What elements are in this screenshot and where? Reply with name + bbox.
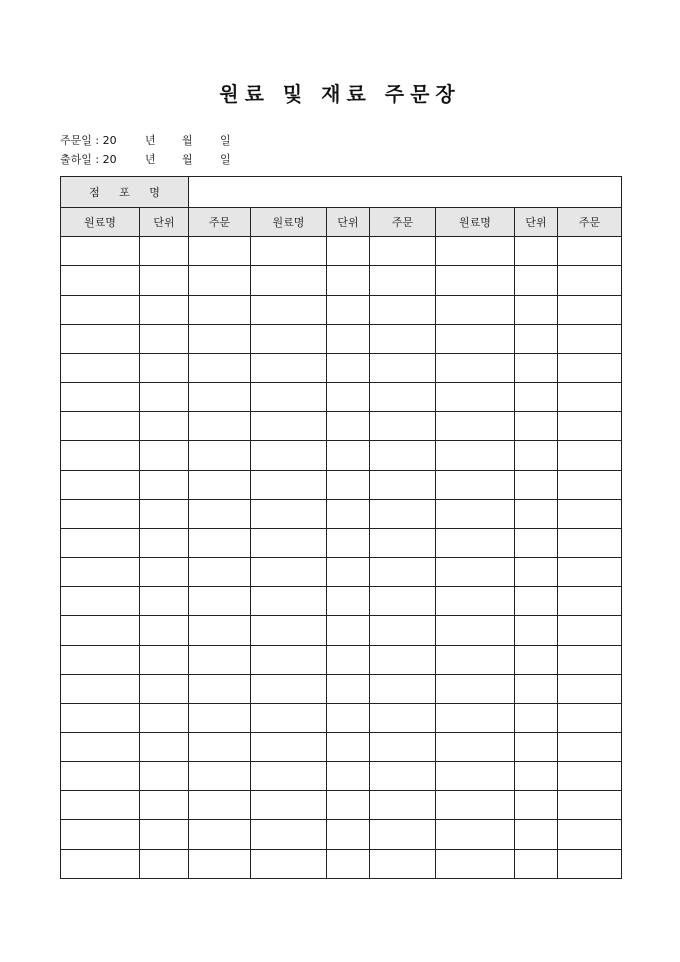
header-material-name-1: 원료명 [61, 208, 140, 237]
table-cell[interactable] [140, 528, 189, 557]
table-cell[interactable] [327, 732, 370, 761]
table-cell[interactable] [140, 324, 189, 353]
table-cell[interactable] [251, 703, 327, 732]
table-cell[interactable] [140, 791, 189, 820]
table-cell[interactable] [370, 528, 436, 557]
table-cell[interactable] [515, 266, 558, 295]
table-cell[interactable] [515, 353, 558, 382]
table-cell[interactable] [140, 295, 189, 324]
table-cell[interactable] [251, 470, 327, 499]
table-cell[interactable] [327, 849, 370, 878]
table-cell[interactable] [370, 703, 436, 732]
table-cell[interactable] [61, 470, 140, 499]
table-row [61, 645, 622, 674]
table-cell[interactable] [189, 558, 251, 587]
table-cell[interactable] [558, 820, 622, 849]
table-row [61, 820, 622, 849]
table-cell[interactable] [61, 528, 140, 557]
table-cell[interactable] [189, 587, 251, 616]
document-title: 원료 및 재료 주문장 [219, 82, 461, 106]
table-cell[interactable] [140, 441, 189, 470]
table-cell[interactable] [436, 412, 515, 441]
order-date-year: 년 [145, 134, 156, 147]
table-row [61, 295, 622, 324]
table-row [61, 441, 622, 470]
ship-date-year: 년 [145, 153, 156, 166]
table-cell[interactable] [327, 528, 370, 557]
header-unit-1: 단위 [140, 208, 189, 237]
table-cell[interactable] [140, 237, 189, 266]
table-cell[interactable] [515, 732, 558, 761]
table-cell[interactable] [327, 587, 370, 616]
table-cell[interactable] [370, 820, 436, 849]
table-cell[interactable] [61, 849, 140, 878]
table-cell[interactable] [327, 266, 370, 295]
table-cell[interactable] [251, 441, 327, 470]
table-cell[interactable] [436, 237, 515, 266]
table-cell[interactable] [558, 849, 622, 878]
table-cell[interactable] [251, 762, 327, 791]
table-cell[interactable] [515, 616, 558, 645]
table-cell[interactable] [140, 470, 189, 499]
table-cell[interactable] [436, 791, 515, 820]
ship-date-day: 일 [220, 153, 231, 166]
table-cell[interactable] [189, 470, 251, 499]
table-cell[interactable] [140, 762, 189, 791]
table-cell[interactable] [436, 849, 515, 878]
header-order-3: 주문 [558, 208, 622, 237]
table-row [61, 237, 622, 266]
table-cell[interactable] [61, 587, 140, 616]
table-row [61, 674, 622, 703]
table-cell[interactable] [61, 353, 140, 382]
table-row [61, 791, 622, 820]
table-cell[interactable] [436, 616, 515, 645]
table-cell[interactable] [61, 441, 140, 470]
table-cell[interactable] [327, 383, 370, 412]
table-row [61, 324, 622, 353]
table-cell[interactable] [251, 674, 327, 703]
table-cell[interactable] [189, 237, 251, 266]
table-cell[interactable] [327, 353, 370, 382]
table-cell[interactable] [370, 791, 436, 820]
table-cell[interactable] [515, 645, 558, 674]
header-unit-3: 단위 [515, 208, 558, 237]
table-cell[interactable] [436, 266, 515, 295]
header-order-1: 주문 [189, 208, 251, 237]
table-cell[interactable] [370, 732, 436, 761]
table-cell[interactable] [558, 616, 622, 645]
table-cell[interactable] [370, 324, 436, 353]
table-cell[interactable] [251, 383, 327, 412]
table-cell[interactable] [558, 324, 622, 353]
header-unit-2: 단위 [327, 208, 370, 237]
table-cell[interactable] [61, 295, 140, 324]
table-cell[interactable] [515, 237, 558, 266]
table-cell[interactable] [327, 558, 370, 587]
table-cell[interactable] [251, 266, 327, 295]
table-cell[interactable] [327, 295, 370, 324]
table-cell[interactable] [61, 237, 140, 266]
table-cell[interactable] [370, 383, 436, 412]
table-cell[interactable] [515, 762, 558, 791]
table-cell[interactable] [251, 791, 327, 820]
table-cell[interactable] [61, 499, 140, 528]
table-cell[interactable] [251, 499, 327, 528]
table-cell[interactable] [436, 528, 515, 557]
table-cell[interactable] [189, 674, 251, 703]
table-cell[interactable] [61, 820, 140, 849]
table-cell[interactable] [558, 412, 622, 441]
table-cell[interactable] [515, 295, 558, 324]
table-cell[interactable] [436, 732, 515, 761]
table-row [61, 499, 622, 528]
ship-date-month: 월 [182, 153, 193, 166]
table-cell[interactable] [251, 528, 327, 557]
table-cell[interactable] [558, 441, 622, 470]
table-cell[interactable] [558, 237, 622, 266]
table-cell[interactable] [327, 237, 370, 266]
table-cell[interactable] [61, 791, 140, 820]
table-cell[interactable] [558, 266, 622, 295]
table-cell[interactable] [140, 412, 189, 441]
header-order-2: 주문 [370, 208, 436, 237]
table-cell[interactable] [140, 383, 189, 412]
table-cell[interactable] [189, 528, 251, 557]
table-cell[interactable] [251, 616, 327, 645]
table-cell[interactable] [327, 645, 370, 674]
table-row [61, 528, 622, 557]
table-cell[interactable] [327, 616, 370, 645]
table-cell[interactable] [436, 295, 515, 324]
table-cell[interactable] [327, 820, 370, 849]
table-cell[interactable] [140, 499, 189, 528]
table-cell[interactable] [251, 353, 327, 382]
store-row [61, 177, 622, 208]
table-cell[interactable] [558, 587, 622, 616]
table-row [61, 266, 622, 295]
table-cell[interactable] [327, 791, 370, 820]
table-cell[interactable] [327, 324, 370, 353]
table-cell[interactable] [558, 732, 622, 761]
table-cell[interactable] [140, 266, 189, 295]
table-cell[interactable] [327, 703, 370, 732]
table-cell[interactable] [327, 674, 370, 703]
table-cell[interactable] [436, 383, 515, 412]
table-cell[interactable] [251, 849, 327, 878]
table-cell[interactable] [189, 616, 251, 645]
table-cell[interactable] [251, 820, 327, 849]
table-cell[interactable] [189, 353, 251, 382]
table-row [61, 383, 622, 412]
table-cell[interactable] [251, 324, 327, 353]
table-cell[interactable] [370, 441, 436, 470]
table-cell[interactable] [189, 499, 251, 528]
table-cell[interactable] [558, 791, 622, 820]
table-cell[interactable] [140, 558, 189, 587]
table-cell[interactable] [515, 412, 558, 441]
table-cell[interactable] [558, 528, 622, 557]
table-row [61, 762, 622, 791]
table-cell[interactable] [370, 849, 436, 878]
table-row [61, 587, 622, 616]
table-cell[interactable] [436, 820, 515, 849]
table-cell[interactable] [515, 674, 558, 703]
ship-date-label: 출하일 : 20 [60, 153, 117, 166]
header-row [61, 208, 622, 237]
table-cell[interactable] [515, 528, 558, 557]
table-cell[interactable] [189, 383, 251, 412]
table-cell[interactable] [251, 558, 327, 587]
table-cell[interactable] [515, 703, 558, 732]
table-cell[interactable] [370, 412, 436, 441]
table-cell[interactable] [370, 645, 436, 674]
table-row [61, 849, 622, 878]
table-cell[interactable] [558, 645, 622, 674]
table-cell[interactable] [370, 295, 436, 324]
table-cell[interactable] [515, 820, 558, 849]
header-material-name-2: 원료명 [251, 208, 327, 237]
table-cell[interactable] [189, 645, 251, 674]
table-cell[interactable] [140, 616, 189, 645]
table-cell[interactable] [189, 762, 251, 791]
table-cell[interactable] [515, 324, 558, 353]
table-cell[interactable] [558, 353, 622, 382]
table-cell[interactable] [436, 674, 515, 703]
table-cell[interactable] [515, 558, 558, 587]
table-cell[interactable] [61, 645, 140, 674]
table-cell[interactable] [189, 412, 251, 441]
table-row [61, 470, 622, 499]
table-cell[interactable] [370, 587, 436, 616]
table-cell[interactable] [515, 499, 558, 528]
order-date-month: 월 [182, 134, 193, 147]
table-cell[interactable] [140, 820, 189, 849]
table-cell[interactable] [370, 499, 436, 528]
table-cell[interactable] [189, 266, 251, 295]
table-row [61, 353, 622, 382]
table-cell[interactable] [515, 791, 558, 820]
table-cell[interactable] [558, 383, 622, 412]
table-cell[interactable] [189, 791, 251, 820]
table-cell[interactable] [61, 762, 140, 791]
table-cell[interactable] [370, 470, 436, 499]
table-cell[interactable] [327, 441, 370, 470]
table-cell[interactable] [61, 383, 140, 412]
table-cell[interactable] [189, 703, 251, 732]
table-cell[interactable] [251, 295, 327, 324]
table-cell[interactable] [61, 616, 140, 645]
table-cell[interactable] [61, 703, 140, 732]
store-label: 점 포 명 [61, 177, 189, 208]
table-cell[interactable] [370, 762, 436, 791]
table-cell[interactable] [436, 558, 515, 587]
table-cell[interactable] [370, 674, 436, 703]
order-table [60, 176, 622, 879]
table-cell[interactable] [436, 441, 515, 470]
table-row [61, 412, 622, 441]
order-date-day: 일 [220, 134, 231, 147]
table-cell[interactable] [189, 732, 251, 761]
table-cell[interactable] [558, 674, 622, 703]
table-cell[interactable] [251, 237, 327, 266]
table-cell[interactable] [61, 674, 140, 703]
table-cell[interactable] [370, 266, 436, 295]
table-cell[interactable] [61, 558, 140, 587]
header-material-name-3: 원료명 [436, 208, 515, 237]
table-cell[interactable] [436, 324, 515, 353]
table-cell[interactable] [140, 587, 189, 616]
table-cell[interactable] [189, 441, 251, 470]
table-cell[interactable] [370, 353, 436, 382]
table-cell[interactable] [436, 645, 515, 674]
table-row [61, 616, 622, 645]
table-cell[interactable] [140, 645, 189, 674]
table-cell[interactable] [436, 762, 515, 791]
table-cell[interactable] [436, 703, 515, 732]
table-cell[interactable] [436, 587, 515, 616]
table-cell[interactable] [251, 412, 327, 441]
table-cell[interactable] [370, 616, 436, 645]
table-cell[interactable] [515, 849, 558, 878]
table-cell[interactable] [327, 412, 370, 441]
table-cell[interactable] [61, 266, 140, 295]
table-cell[interactable] [327, 470, 370, 499]
table-cell[interactable] [61, 324, 140, 353]
table-cell[interactable] [189, 849, 251, 878]
table-cell[interactable] [515, 470, 558, 499]
table-row [61, 732, 622, 761]
table-cell[interactable] [251, 645, 327, 674]
table-cell[interactable] [140, 703, 189, 732]
table-cell[interactable] [515, 383, 558, 412]
table-cell[interactable] [558, 703, 622, 732]
table-cell[interactable] [558, 295, 622, 324]
table-cell[interactable] [189, 324, 251, 353]
table-row [61, 558, 622, 587]
table-cell[interactable] [140, 353, 189, 382]
table-row [61, 703, 622, 732]
table-cell[interactable] [370, 558, 436, 587]
table-cell[interactable] [558, 762, 622, 791]
table-cell[interactable] [436, 499, 515, 528]
table-cell[interactable] [558, 470, 622, 499]
table-cell[interactable] [189, 295, 251, 324]
order-date-label: 주문일 : 20 [60, 134, 117, 147]
table-cell[interactable] [140, 849, 189, 878]
table-cell[interactable] [370, 237, 436, 266]
table-cell[interactable] [61, 412, 140, 441]
table-cell[interactable] [558, 499, 622, 528]
table-cell[interactable] [436, 353, 515, 382]
store-name-field[interactable] [189, 177, 622, 208]
table-cell[interactable] [189, 820, 251, 849]
table-cell[interactable] [515, 587, 558, 616]
table-cell[interactable] [140, 674, 189, 703]
table-cell[interactable] [558, 558, 622, 587]
table-cell[interactable] [61, 732, 140, 761]
table-cell[interactable] [251, 587, 327, 616]
table-cell[interactable] [140, 732, 189, 761]
table-cell[interactable] [327, 499, 370, 528]
table-cell[interactable] [436, 470, 515, 499]
table-cell[interactable] [515, 441, 558, 470]
table-cell[interactable] [327, 762, 370, 791]
table-cell[interactable] [251, 732, 327, 761]
